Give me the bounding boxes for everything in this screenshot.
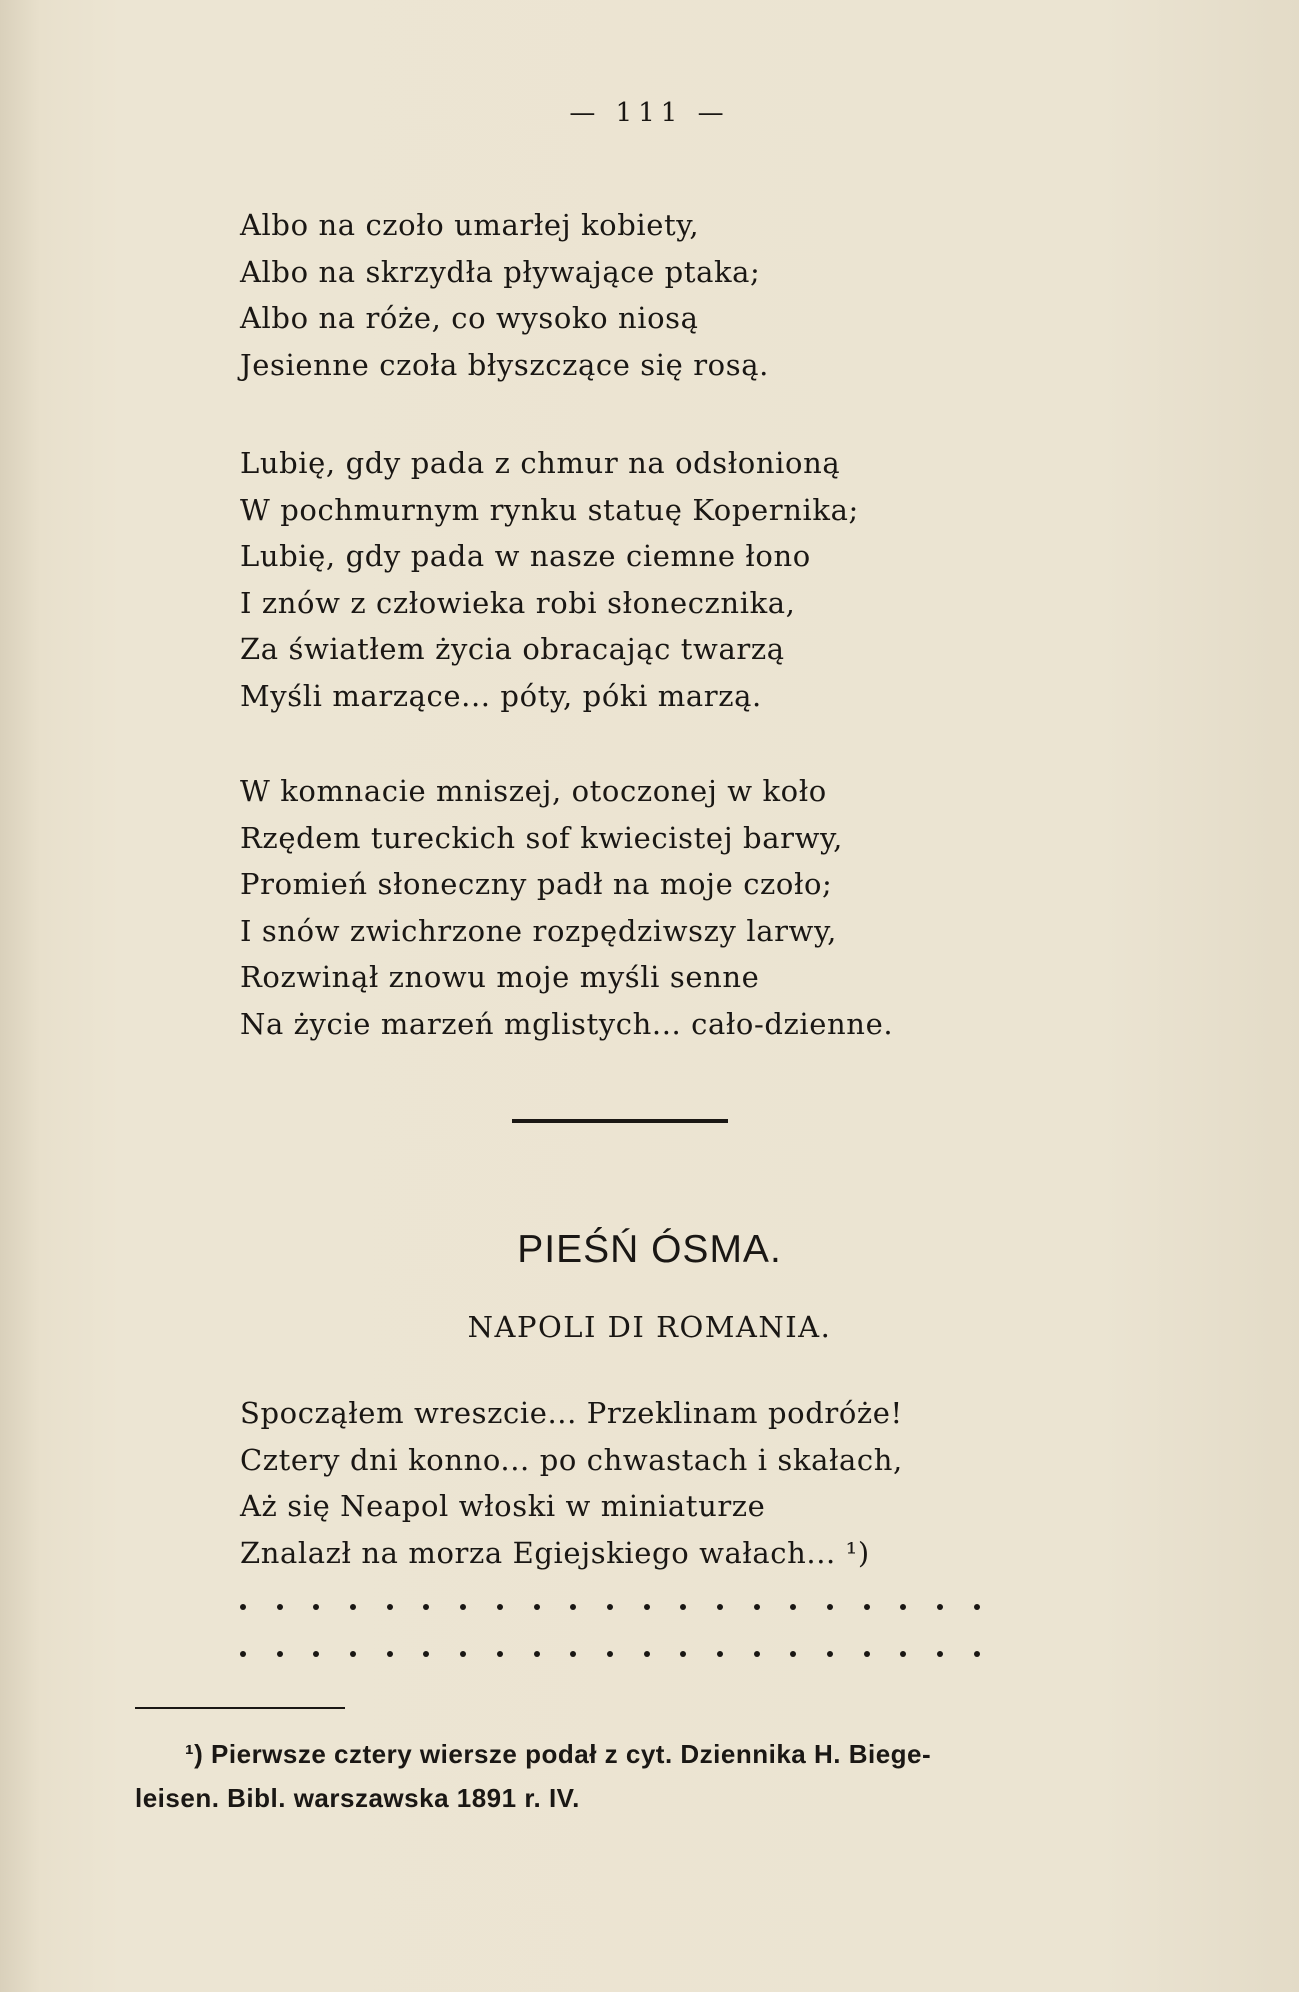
ellipsis-dot <box>827 1651 833 1657</box>
verse-line: Rzędem tureckich sof kwiecistej barwy, <box>240 820 843 855</box>
footnote <box>135 1732 1125 1820</box>
ellipsis-dot <box>754 1651 760 1657</box>
ellipsis-dot <box>680 1651 686 1657</box>
ellipsis-dot <box>387 1604 393 1610</box>
ellipsis-row <box>240 1651 980 1657</box>
ellipsis-dot <box>717 1651 723 1657</box>
verse-line: W pochmurnym rynku statuę Kopernika; <box>240 492 859 527</box>
footnote-divider <box>135 1707 345 1709</box>
ellipsis-dot <box>387 1651 393 1657</box>
stanza-4 <box>240 1390 903 1576</box>
verse-line: Promień słoneczny padł na moje czoło; <box>240 867 833 901</box>
verse-line: Myśli marzące... póty, póki marzą. <box>240 678 762 713</box>
stanza-2 <box>240 440 859 719</box>
ellipsis-dot <box>974 1604 980 1610</box>
verse-line: Albo na róże, co wysoko niosą <box>240 301 699 335</box>
ellipsis-dot <box>937 1651 943 1657</box>
verse-line: Cztery dni konno... po chwastach i skałach, <box>240 1442 903 1477</box>
verse-line: Jesienne czoła błyszczące się rosą. <box>240 347 769 382</box>
ellipsis-dot <box>534 1604 540 1610</box>
footnote-line: leisen. Bibl. warszawska 1891 r. IV. <box>135 1783 580 1813</box>
page-number: — 111 — <box>569 98 730 128</box>
stanza-1 <box>240 202 769 388</box>
ellipsis-row <box>240 1604 980 1610</box>
ellipsis-dot <box>827 1604 833 1610</box>
ellipsis-dot <box>570 1604 576 1610</box>
ellipsis-dot <box>460 1604 466 1610</box>
ellipsis-dot <box>277 1604 283 1610</box>
ellipsis-dot <box>717 1604 723 1610</box>
ellipsis-dot <box>460 1651 466 1657</box>
verse-line: I snów zwichrzone rozpędziwszy larwy, <box>240 913 837 948</box>
ellipsis-dot <box>240 1604 246 1610</box>
ellipsis-dot <box>607 1651 613 1657</box>
ellipsis-dot <box>864 1651 870 1657</box>
verse-line: Lubię, gdy pada w nasze ciemne łono <box>240 539 811 573</box>
ellipsis-dot <box>864 1604 870 1610</box>
ellipsis-dot <box>644 1604 650 1610</box>
verse-line: Albo na czoło umarłej kobiety, <box>240 208 700 242</box>
ellipsis-dot <box>313 1604 319 1610</box>
footnote-line: ¹) Pierwsze cztery wiersze podał z cyt. Dziennika H. Biege- <box>185 1739 932 1769</box>
ellipsis-dot <box>607 1604 613 1610</box>
ellipsis-dot <box>900 1651 906 1657</box>
ellipsis-dot <box>497 1651 503 1657</box>
verse-line: Na życie marzeń mglistych... cało-dzienne. <box>240 1006 894 1041</box>
ellipsis-dot <box>790 1604 796 1610</box>
ellipsis-dot <box>974 1651 980 1657</box>
verse-line: W komnacie mniszej, otoczonej w koło <box>240 774 827 808</box>
section-subtitle: NAPOLI DI ROMANIA. <box>467 1310 832 1344</box>
ellipsis-dot <box>350 1651 356 1657</box>
ellipsis-dot <box>790 1651 796 1657</box>
section-title: PIEŚŃ ÓSMA. <box>517 1228 782 1271</box>
ellipsis-dot <box>497 1604 503 1610</box>
ellipsis-dot <box>313 1651 319 1657</box>
stanza-3 <box>240 768 893 1047</box>
ellipsis-dot <box>240 1651 246 1657</box>
ellipsis-dot <box>754 1604 760 1610</box>
ellipsis-dot <box>277 1651 283 1657</box>
ellipsis-dot <box>350 1604 356 1610</box>
verse-line: Za światłem życia obracając twarzą <box>240 632 785 666</box>
ellipsis-dot <box>534 1651 540 1657</box>
ellipsis-dot <box>680 1604 686 1610</box>
verse-line: Spocząłem wreszcie... Przeklinam podróże! <box>240 1396 903 1430</box>
ellipsis-dot <box>937 1604 943 1610</box>
verse-line: Znalazł na morza Egiejskiego wałach... ¹) <box>240 1535 870 1570</box>
ellipsis-dot <box>570 1651 576 1657</box>
verse-line: Albo na skrzydła pływające ptaka; <box>240 254 761 289</box>
ellipsis-dot <box>644 1651 650 1657</box>
verse-line: Rozwinął znowu moje myśli senne <box>240 960 760 994</box>
ellipsis-dot <box>423 1651 429 1657</box>
section-divider <box>512 1119 728 1123</box>
verse-line: Aż się Neapol włoski w miniaturze <box>240 1489 766 1523</box>
ellipsis-dot <box>900 1604 906 1610</box>
verse-line: I znów z człowieka robi słonecznika, <box>240 585 796 620</box>
verse-line: Lubię, gdy pada z chmur na odsłonioną <box>240 446 841 480</box>
ellipsis-dot <box>423 1604 429 1610</box>
